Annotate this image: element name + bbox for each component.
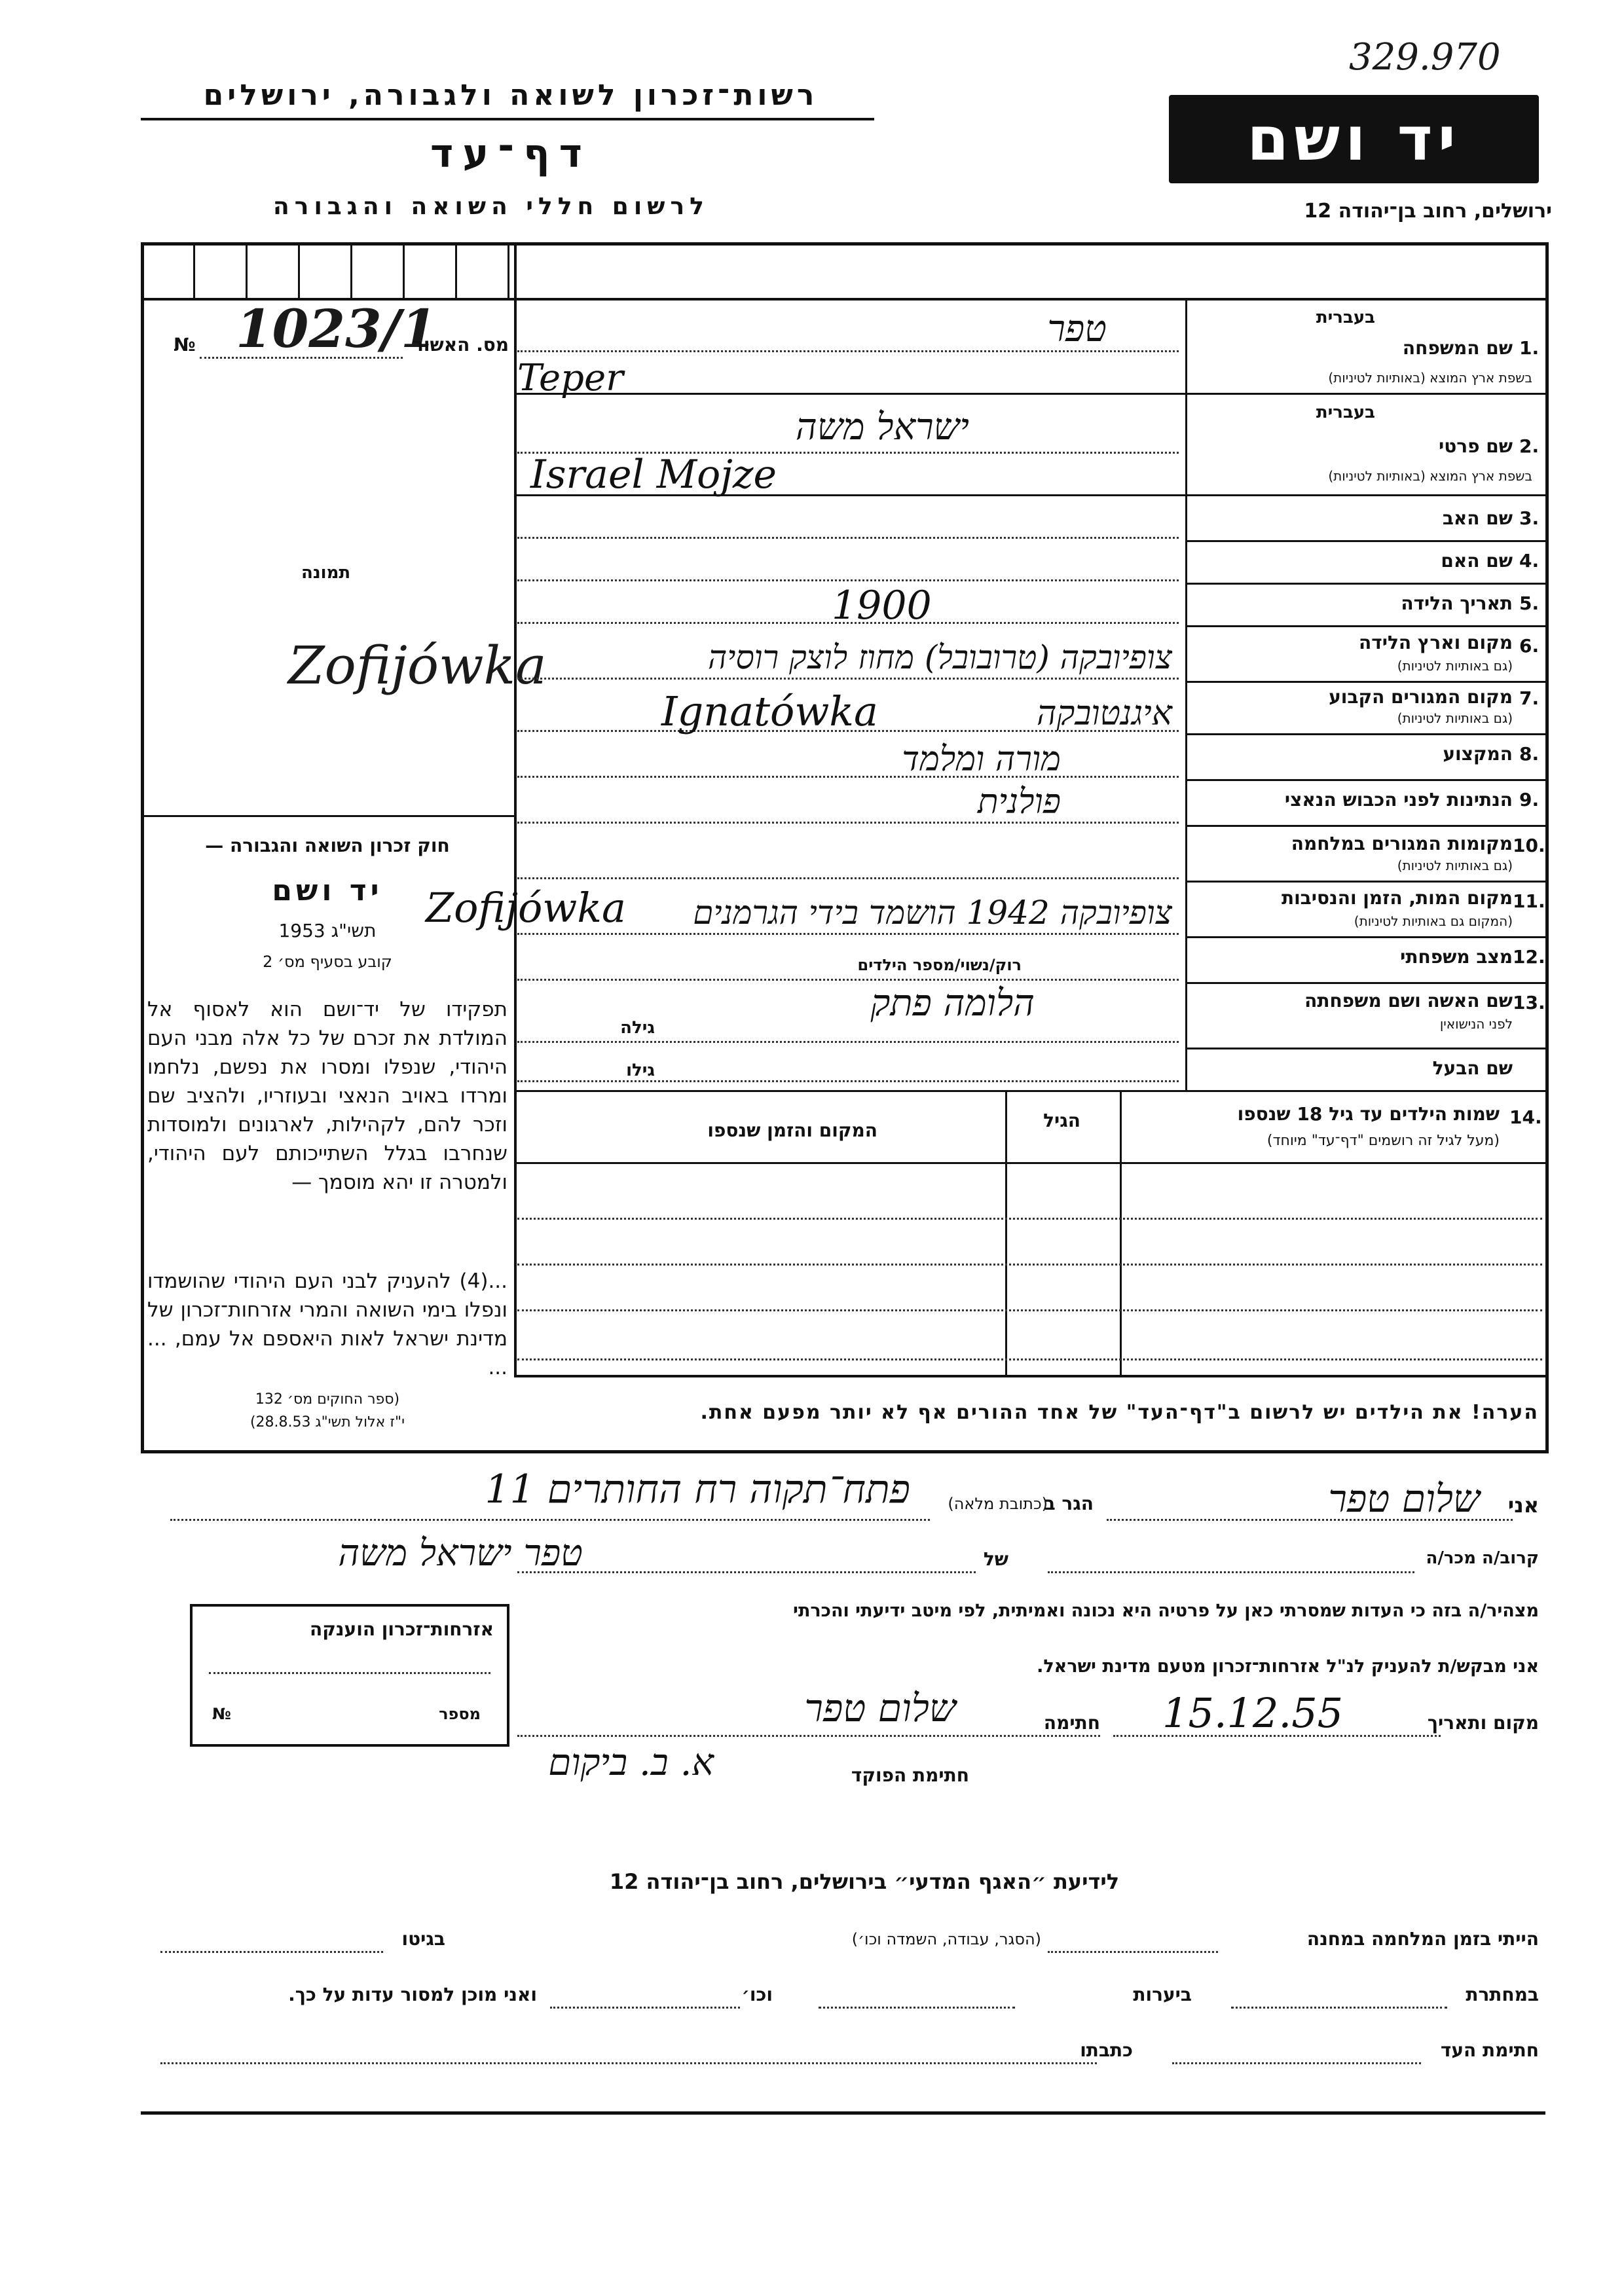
row-line — [1185, 825, 1545, 827]
field-8-label: המקצוע — [1443, 743, 1513, 765]
field-9-value: פולנית — [977, 782, 1061, 822]
row-line — [1185, 540, 1545, 542]
field-2-label: שם פרטי — [1438, 435, 1513, 457]
citizenship-title: אזרחות־זכרון הוענקה — [310, 1618, 494, 1640]
children-col-place: המקום והזמן שנספו — [707, 1120, 877, 1141]
decl-resides: הגר ב — [1044, 1493, 1094, 1514]
archive-number: 329.970 — [1349, 36, 1501, 79]
field-7-value-he: איגנטובקה — [1037, 694, 1172, 733]
field-13-num: 13. — [1513, 992, 1545, 1013]
law-name: יד ושם — [272, 874, 383, 907]
field-6-value: צופיובקה (טרובובל) מחוז לוצק רוסיה — [707, 638, 1172, 676]
field-2-num: 2. — [1519, 435, 1540, 457]
row-line — [1185, 881, 1545, 883]
science-row2-c: וכו׳ — [741, 1984, 773, 2005]
field-8-num: 8. — [1519, 743, 1540, 765]
field-7-value-lat: Ignatówka — [661, 687, 878, 735]
yad-vashem-logo — [1169, 95, 1539, 183]
science-row2-d: ואני מוכן למסור עדות על כך. — [288, 1984, 537, 2005]
field-1-label: שם המשפחה — [1402, 337, 1513, 359]
husband-age-label: גילו — [626, 1061, 655, 1080]
child-line — [517, 1309, 1542, 1311]
decl-relation-line — [1048, 1571, 1414, 1573]
science-row1-line — [160, 1951, 383, 1953]
value-line — [517, 350, 1179, 352]
form-title: דף־עד — [430, 131, 591, 177]
row-line — [1185, 625, 1545, 627]
field-3-label: שם האב — [1442, 507, 1513, 529]
decl-of-line — [517, 1571, 976, 1573]
science-row2-line — [550, 2007, 740, 2009]
law-ref-1: (ספר החוקים מס׳ 132 — [255, 1391, 400, 1408]
child-line — [517, 1358, 1542, 1360]
value-line — [517, 678, 1179, 680]
photo-handwriting: Zofijówka — [288, 635, 547, 696]
science-title: לידיעת ״האגף המדעי״ בירושלים, רחוב בן־יהודה 12 — [609, 1869, 1120, 1894]
field-4-num: 4. — [1519, 550, 1540, 572]
value-line — [517, 979, 1179, 981]
value-line — [517, 822, 1179, 824]
field-10-sub: (גם באותיות לטיניות) — [1397, 858, 1513, 873]
value-line — [517, 877, 1179, 879]
science-row2-a: במחתרת — [1466, 1984, 1539, 2005]
field-2-value-lat: Israel Mojze — [530, 452, 777, 498]
field-11-value-he: צופיובקה 1942 הושמד בידי הגרמנים — [693, 894, 1172, 932]
form-subtitle: לרשום חללי השואה והגבורה — [273, 193, 709, 220]
row-line — [514, 393, 1545, 395]
field-1-value-he: טפר — [1047, 308, 1107, 350]
science-row3-line — [160, 2062, 1097, 2064]
decl-place-date-label: מקום ותאריך — [1427, 1712, 1539, 1734]
citizenship-box — [190, 1604, 509, 1747]
children-sub: (מעל לגיל זה רושמים "דף־עד" מיוחד) — [1266, 1133, 1500, 1149]
decl-of-value: טפר ישראל משה — [338, 1532, 583, 1575]
field-11-label: מקום המות, הזמן והנסיבות — [1281, 887, 1513, 909]
row-line — [1185, 779, 1545, 781]
field-6-sub: (גם באותיות לטיניות) — [1397, 658, 1513, 674]
field-7-num: 7. — [1519, 687, 1540, 709]
field-7-label: מקום המגורים הקבוע — [1329, 686, 1513, 708]
row-line — [1185, 583, 1545, 585]
value-line — [517, 579, 1179, 581]
decl-signature-label: חתימה — [1043, 1712, 1100, 1734]
decl-address-hint: (כתובת מלאה) — [948, 1495, 1048, 1513]
law-title: חוק זכרון השואה והגבורה — — [205, 835, 450, 856]
husband-label: שם הבעל — [1432, 1057, 1513, 1079]
science-row1-c: בגיטו — [401, 1928, 445, 1950]
field-5-num: 5. — [1519, 592, 1540, 614]
law-separator — [141, 815, 514, 817]
science-row2-b: ביערות — [1133, 1984, 1192, 2005]
field-1-value-lat: Teper — [517, 357, 623, 399]
field-5-value: 1900 — [832, 583, 932, 629]
field-1-num: 1. — [1519, 337, 1540, 359]
value-line — [517, 933, 1179, 935]
authority-title: רשות־זכרון לשואה ולגבורה, ירושלים — [203, 79, 819, 112]
field-9-num: 9. — [1519, 789, 1540, 811]
decl-place-date: 15.12.55 — [1162, 1689, 1344, 1737]
decl-name: שלום טפר — [1328, 1476, 1480, 1521]
field-6-num: 6. — [1519, 635, 1540, 657]
field-9-label: הנתינות לפני הכבוש הנאצי — [1284, 789, 1513, 811]
value-line — [517, 1080, 1179, 1082]
logo-text: יד ושם — [1247, 104, 1461, 174]
decl-relation: קרוב/ה מכר/ה — [1426, 1548, 1539, 1568]
science-row2-line — [819, 2007, 1015, 2009]
field-8-value: מורה ומלמד — [902, 740, 1061, 779]
top-strip-divider — [455, 244, 457, 299]
children-label: שמות הילדים עד גיל 18 שנספו — [1237, 1103, 1500, 1125]
decl-signature-line — [517, 1735, 1100, 1737]
header-address: ירושלים, רחוב בן־יהודה 12 — [1304, 200, 1552, 223]
value-label-divider — [1185, 298, 1187, 1090]
photo-label: תמונה — [301, 563, 351, 583]
field-5-label: תאריך הלידה — [1401, 592, 1513, 614]
science-row1-b: (הסגר, עבודה, השמדה וכו׳) — [851, 1930, 1041, 1948]
bottom-rule — [141, 2111, 1545, 2115]
children-col-divider — [1005, 1090, 1007, 1375]
law-paragraph-1: תפקידו של יד־ושם הוא לאסוף אל המולדת את זכרם של כל אלה מבני העם היהודי, שנפלו ומסרו את נפשם, נלחמו ומרדו באויב הנאצי ובעוזריו, ולהציב שם וזכר להם, לקהילות, לארגונים ולמוסדות שנחרבו בגלל השתייכותם לעם היהודי, ולמטרה זו יהא מוסמך — — [147, 998, 507, 1194]
top-strip-divider — [350, 244, 352, 299]
value-line — [517, 776, 1179, 778]
field-6-label: מקום וארץ הלידה — [1359, 632, 1513, 653]
top-strip-divider — [403, 244, 405, 299]
field-11-num: 11. — [1513, 890, 1545, 912]
field-12-label: מצב משפחתי — [1400, 946, 1513, 968]
row-line — [514, 1090, 1545, 1092]
children-num: 14. — [1509, 1106, 1542, 1128]
note-text: הערה! את הילדים יש לרשום ב"דף־העד" של אחד ההורים אף לא יותר מפעם אחת. — [700, 1401, 1539, 1424]
field-13-label: שם האשה ושם משפחתה — [1304, 990, 1513, 1011]
child-line — [517, 1264, 1542, 1266]
field-2-lang: בעברית — [1316, 403, 1375, 422]
left-column-divider — [514, 244, 517, 1376]
field-13-value: הלומה פתק — [870, 982, 1035, 1025]
field-13-age-label: גילה — [620, 1018, 655, 1038]
decl-line-2: אני מבקש/ת להעניק לנ"ל אזרחות־זכרון מטעם מדינת ישראל. — [1037, 1656, 1539, 1677]
field-7-sub: (גם באותיות לטיניות) — [1397, 710, 1513, 726]
field-11-value-lat: Zofijówka — [426, 884, 626, 932]
decl-signature: שלום טפר — [804, 1686, 956, 1730]
row-line — [1185, 1048, 1545, 1049]
decl-address: פתח־תקוה רח החותרים 11 — [485, 1467, 910, 1512]
science-row1-line — [1048, 1951, 1218, 1953]
field-3-num: 3. — [1519, 507, 1540, 529]
field-2-value-he: ישראל משה — [795, 406, 969, 448]
field-1-sub: בשפת ארץ המוצא (באותיות לטיניות) — [1328, 370, 1532, 386]
field-10-num: 10. — [1513, 835, 1545, 856]
children-col-age: הגיל — [1043, 1110, 1080, 1131]
note-line — [514, 1375, 1545, 1377]
science-row3-line — [1172, 2062, 1421, 2064]
row-line — [1185, 681, 1545, 683]
top-strip-divider — [298, 244, 300, 299]
top-strip-divider — [193, 244, 195, 299]
field-1-lang: בעברית — [1316, 308, 1375, 327]
decl-address-line — [170, 1519, 930, 1521]
top-strip-divider — [507, 244, 509, 299]
field-12-extra: רוק/נשוי/מספר הילדים — [857, 956, 1022, 974]
value-line — [517, 537, 1179, 539]
decl-officer-label: חתימת הפוקד — [851, 1764, 969, 1786]
children-header-line — [514, 1162, 1545, 1164]
decl-of: של — [983, 1548, 1008, 1570]
law-year: תשי"ג 1953 — [278, 920, 377, 941]
science-row3-b: כתבתו — [1080, 2039, 1133, 2061]
decl-ani: אני — [1507, 1493, 1539, 1518]
header-rule — [141, 118, 874, 120]
decl-officer-signature: א. ב. ביקום — [548, 1741, 714, 1784]
top-strip-divider — [246, 244, 248, 299]
decl-line-1: מצהיר/ה בזה כי העדות שמסרתי כאן על פרטיה היא נכונה ואמיתית, לפי מיטב ידיעתי והכרתי — [793, 1601, 1539, 1621]
row-line — [1185, 733, 1545, 735]
field-4-label: שם האם — [1441, 550, 1513, 572]
field-13-sub: לפני הנישואין — [1439, 1016, 1513, 1032]
row-line — [1185, 982, 1545, 984]
field-12-num: 12. — [1513, 946, 1545, 968]
field-2-sub: בשפת ארץ המוצא (באותיות לטיניות) — [1328, 468, 1532, 484]
value-line — [517, 1041, 1179, 1043]
law-ref-2: י"ז אלול תשי"ג 28.8.53) — [249, 1414, 405, 1430]
science-row1-a: הייתי בזמן המלחמה במחנה — [1306, 1928, 1539, 1950]
child-line — [517, 1218, 1542, 1220]
citizenship-no: № — [212, 1705, 231, 1723]
citizenship-line — [209, 1672, 490, 1674]
citizenship-number-label: מספר — [439, 1705, 481, 1723]
law-paragraph-2: ...(4) להעניק לבני העם היהודי שהושמדו ונפלו בימי השואה והמרי אזרחות־זכרון של מדינת ישראל לאות היאספם אל עמם, ... ... — [147, 1269, 507, 1379]
field-10-label: מקומות המגורים במלחמה — [1291, 833, 1513, 854]
science-row3-a: חתימת העד — [1440, 2039, 1539, 2061]
reg-number: 1023/1 — [236, 298, 437, 359]
law-clause: קובע בסעיף מס׳ 2 — [263, 953, 392, 971]
children-col-divider — [1120, 1090, 1122, 1375]
science-row2-line — [1231, 2007, 1447, 2009]
row-line — [1185, 936, 1545, 938]
reg-no-symbol: № — [174, 334, 196, 355]
reg-label: מס. האשור — [413, 334, 509, 355]
field-11-sub: (המקום גם באותיות לטיניות) — [1354, 913, 1513, 929]
